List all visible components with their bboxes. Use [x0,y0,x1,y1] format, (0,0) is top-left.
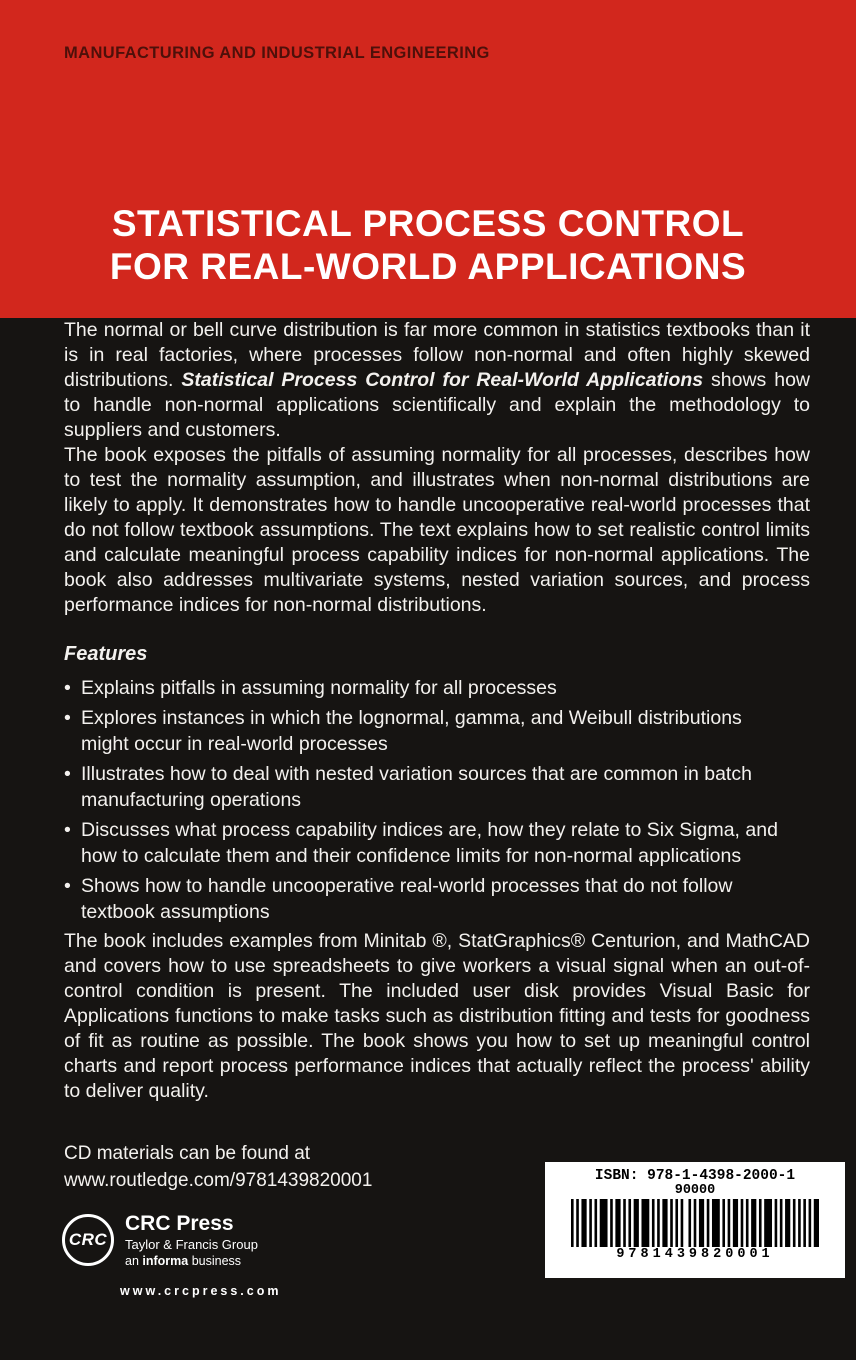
publisher-group: Taylor & Francis Group [125,1237,258,1253]
publisher-text [125,1212,258,1268]
publisher-website: www.crcpress.com [120,1284,282,1298]
book-title-line-2: FOR REAL-WORLD APPLICATIONS [109,246,747,287]
features-heading: Features [64,643,148,665]
barcode-price-code: 90000 [674,1183,716,1198]
synopsis-paragraph-3: The book includes examples from Minitab ®, StatGraphics® Centurion, and MathCAD and covers how to use spreadsheets to give workers a visual signal when an out-of-control condition is present. The included user disk provides Visual Basic for Applications functions to make tasks such as distribution fitting and tests for goodness of fit as routine as possible. The book shows you how to set up meaningful control charts and report process performance indices that actually reflect the process' ability to deliver quality. [64,930,810,1102]
category-label: MANUFACTURING AND INDUSTRIAL ENGINEERING [64,44,490,62]
synopsis-1-post: shows how to handle non-normal applications scientifically and explain the methodology to suppliers and customers. [64,369,810,441]
feature-item: • Discusses what process capability indices are, how they relate to Six Sigma, and how to calculate them and their confidence limits for non-normal applications [64,817,794,869]
barcode-digits: 9781439820001 [616,1247,774,1262]
book-title-line-1: STATISTICAL PROCESS CONTROL [111,203,745,244]
book-title-inline-emphasis: Statistical Process Control for Real-World Applications [181,369,704,391]
feature-item: • Illustrates how to deal with nested variation sources that are common in batch manufacturing operations [64,761,794,813]
synopsis-paragraph-1 [64,318,810,443]
book-title [0,202,856,288]
cd-note-url: www.routledge.com/9781439820001 [64,1170,373,1191]
tagline-informa: informa [142,1254,189,1269]
synopsis-1-pre: The normal or bell curve distribution is far more common in statistics textbooks than it is in real factories, where processes follow non-normal and often highly skewed distributions. [64,319,810,391]
publisher-name: CRC Press [125,1212,234,1235]
tagline-post: business [188,1254,242,1269]
features-list [64,675,810,925]
publisher-block [62,1212,258,1268]
back-cover-copy [0,318,856,1194]
cd-note-line-1: CD materials can be found at [64,1143,311,1164]
feature-item: • Shows how to handle uncooperative real-world processes that do not follow textbook assumptions [64,873,794,925]
feature-item: • Explains pitfalls in assuming normality for all processes [64,675,794,701]
publisher-tagline [125,1254,258,1268]
feature-item: • Explores instances in which the lognormal, gamma, and Weibull distributions might occur in real-world processes [64,705,794,757]
crc-logo-icon: CRC [62,1214,114,1266]
header-band [0,0,856,318]
isbn-label: ISBN: 978-1-4398-2000-1 [594,1168,796,1184]
synopsis-paragraph-2: The book exposes the pitfalls of assuming normality for all processes, describes how to test the normality assumption, and illustrates when non-normal distributions are likely to apply. It demonstrates how to handle uncooperative real-world processes that do not follow textbook assumptions. The text explains how to set realistic control limits and calculate meaningful process capability indices for non-normal applications. The book also addresses multivariate systems, nested variation sources, and process performance indices for non-normal distributions. [64,444,810,616]
barcode-panel [545,1162,845,1278]
tagline-pre: an [125,1254,143,1269]
barcode-icon [555,1199,835,1247]
